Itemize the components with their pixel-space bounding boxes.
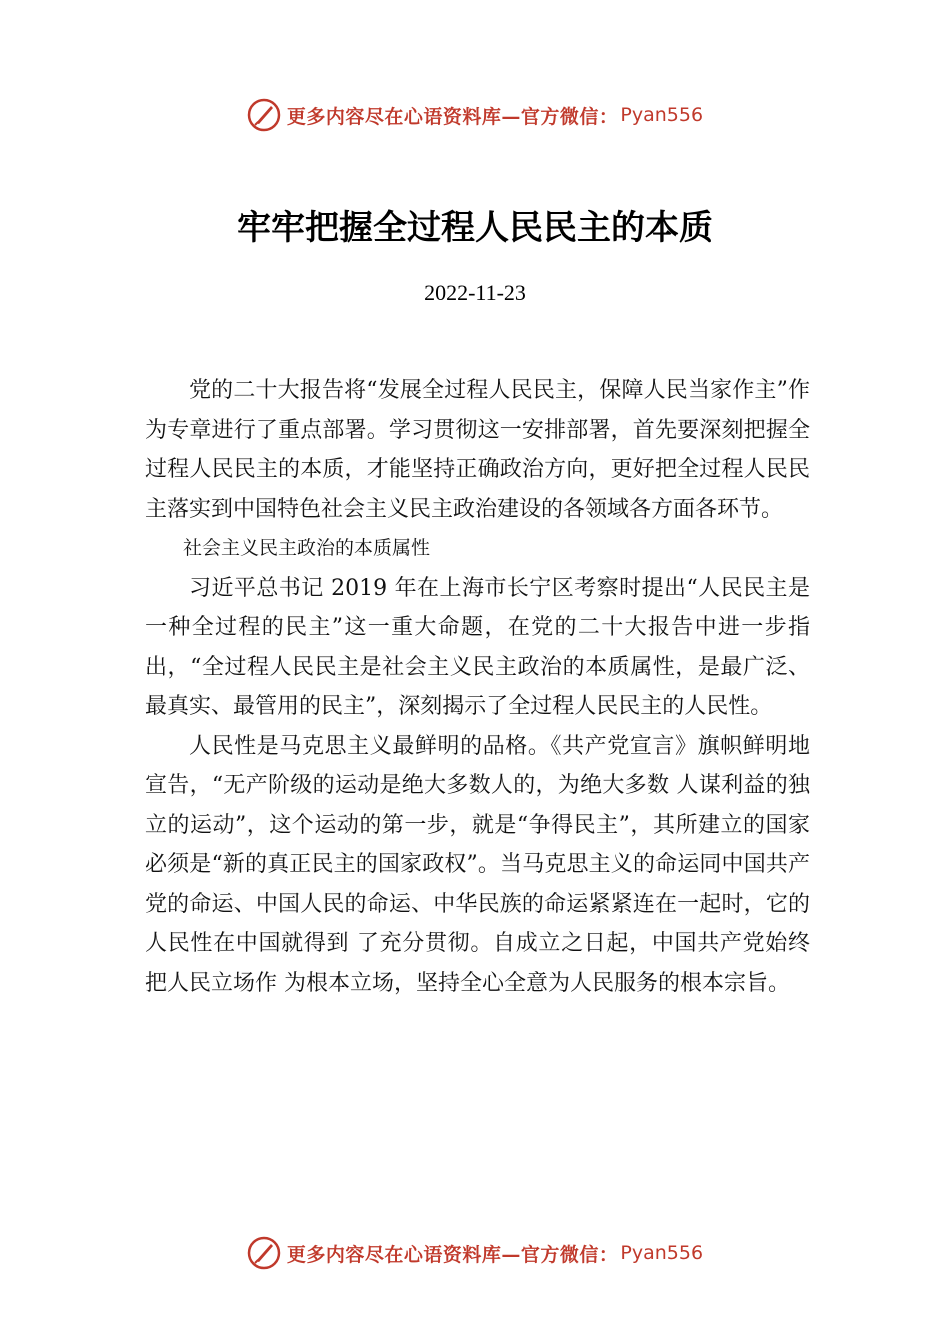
banner-text: 更多内容尽在心语资料库—官方微信：: [286, 1243, 619, 1266]
banner-wechat-id: Pyan556: [620, 1242, 704, 1264]
paragraph: 人民性是马克思主义最鲜明的品格。《共产党宣言》旗帜鲜明地宣告，“无产阶级的运动是绝大多数人的，为绝大多数 人谋利益的独立的运动”，这个运动的第一步，就是“争得民主”，其所建立的国家必须是“新的真正民主的国家政权”。当马克思主义的命运同中国共产党的命运、中国人民的命运、中华民族的命运紧紧连在一起时，它的人民性在中国就得到 了充分贯彻。自成立之日起，中国共产党始终把人民立场作 为根本立场，坚持全心全意为人民服务的根本宗旨。: [145, 733, 810, 996]
header-banner: [0, 95, 950, 135]
quill-pen-logo-icon: [247, 1236, 281, 1270]
quill-pen-logo-icon: [247, 98, 281, 132]
footer-banner: [0, 1233, 950, 1273]
section-heading: 社会主义民主政治的本质属性: [183, 537, 431, 559]
article-date: 2022-11-23: [424, 280, 526, 305]
article-title: 牢牢把握全过程人民民主的本质: [237, 208, 713, 248]
banner-text: 更多内容尽在心语资料库—官方微信：: [286, 105, 619, 128]
paragraph: 习近平总书记 2019 年在上海市长宁区考察时提出“人民民主是一种全过程的民主”这一重大命题，在党的二十大报告中进一步指出，“全过程人民民主是社会主义民主政治的本质属性，是最广泛、最真实、最管用的民主”，深刻揭示了全过程人民民主的人民性。: [145, 575, 810, 719]
paragraph: 党的二十大报告将“发展全过程人民民主，保障人民当家作主”作为专章进行了重点部署。学习贯彻这一安排部署，首先要深刻把握全过程人民民主的本质，才能坚持正确政治方向，更好把全过程人民民主落实到中国特色社会主义民主政治建设的各领域各方面各环节。: [145, 378, 810, 522]
banner-wechat-id: Pyan556: [620, 104, 704, 126]
article-body: [145, 371, 810, 1003]
